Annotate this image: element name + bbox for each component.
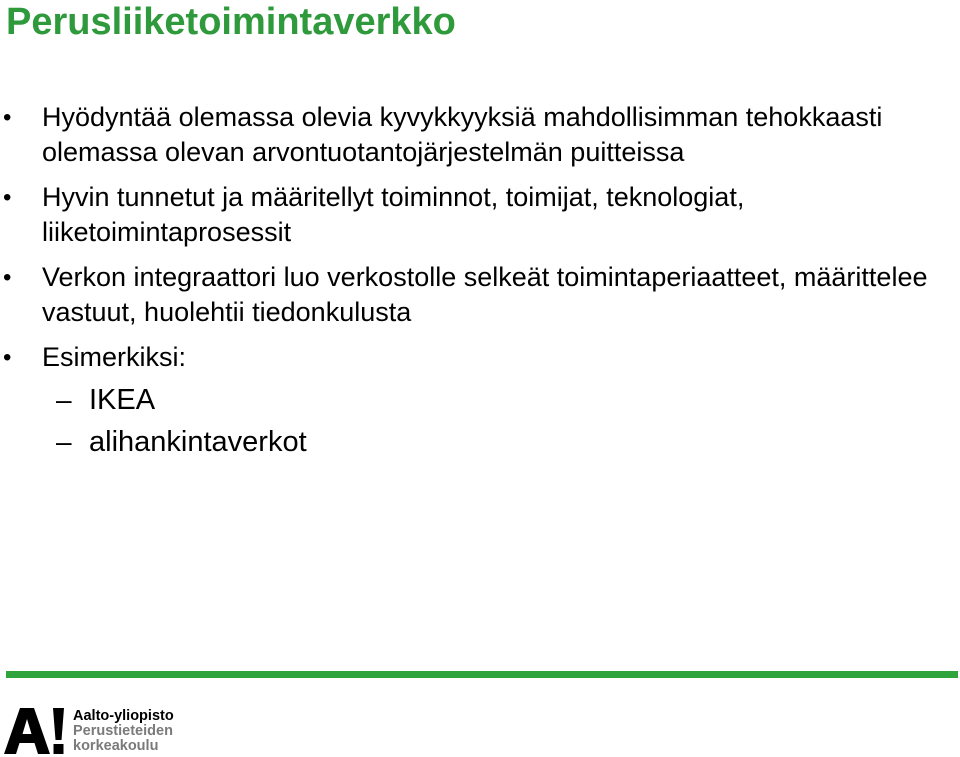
bullet-text: Hyödyntää olemassa olevia kyvykkyyksiä mahdollisimman tehokkaasti olemassa olevan arvontuotantojärjestelmän puitteissa [42, 102, 883, 167]
logo-line: korkeakoulu [73, 738, 159, 754]
sub-bullet-item [42, 423, 940, 461]
logo-line: Perustieteiden [73, 723, 173, 739]
university-name [73, 709, 174, 754]
bullet-list [0, 100, 940, 471]
bullet-text: Esimerkiksi: [42, 342, 187, 372]
dash-icon: – [56, 426, 72, 457]
sub-bullet-text: alihankintaverkot [89, 426, 307, 458]
sub-bullet-text: IKEA [89, 384, 156, 416]
bullet-icon: • [3, 344, 12, 371]
bullet-text: Verkon integraattori luo verkostolle selkeät toimintaperiaatteet, määrittelee vastuut, huolehtii tiedonkulusta [42, 262, 928, 327]
slide-title: Perusliiketoimintaverkko [6, 1, 456, 43]
bullet-icon: • [3, 264, 12, 291]
sub-bullet-list [42, 381, 940, 461]
footer-divider [6, 671, 958, 678]
aalto-logo-icon [2, 702, 68, 756]
bullet-icon: • [3, 104, 12, 131]
bullet-item [0, 180, 940, 250]
logo-line: Aalto-yliopisto [73, 708, 174, 724]
bullet-item [0, 260, 940, 330]
bullet-item [0, 340, 940, 461]
bullet-text: Hyvin tunnetut ja määritellyt toiminnot, toimijat, teknologiat, liiketoimintaprosessit [42, 182, 745, 247]
dash-icon: – [56, 384, 72, 415]
sub-bullet-item [42, 381, 940, 419]
bullet-item [0, 100, 940, 170]
bullet-icon: • [3, 184, 12, 211]
